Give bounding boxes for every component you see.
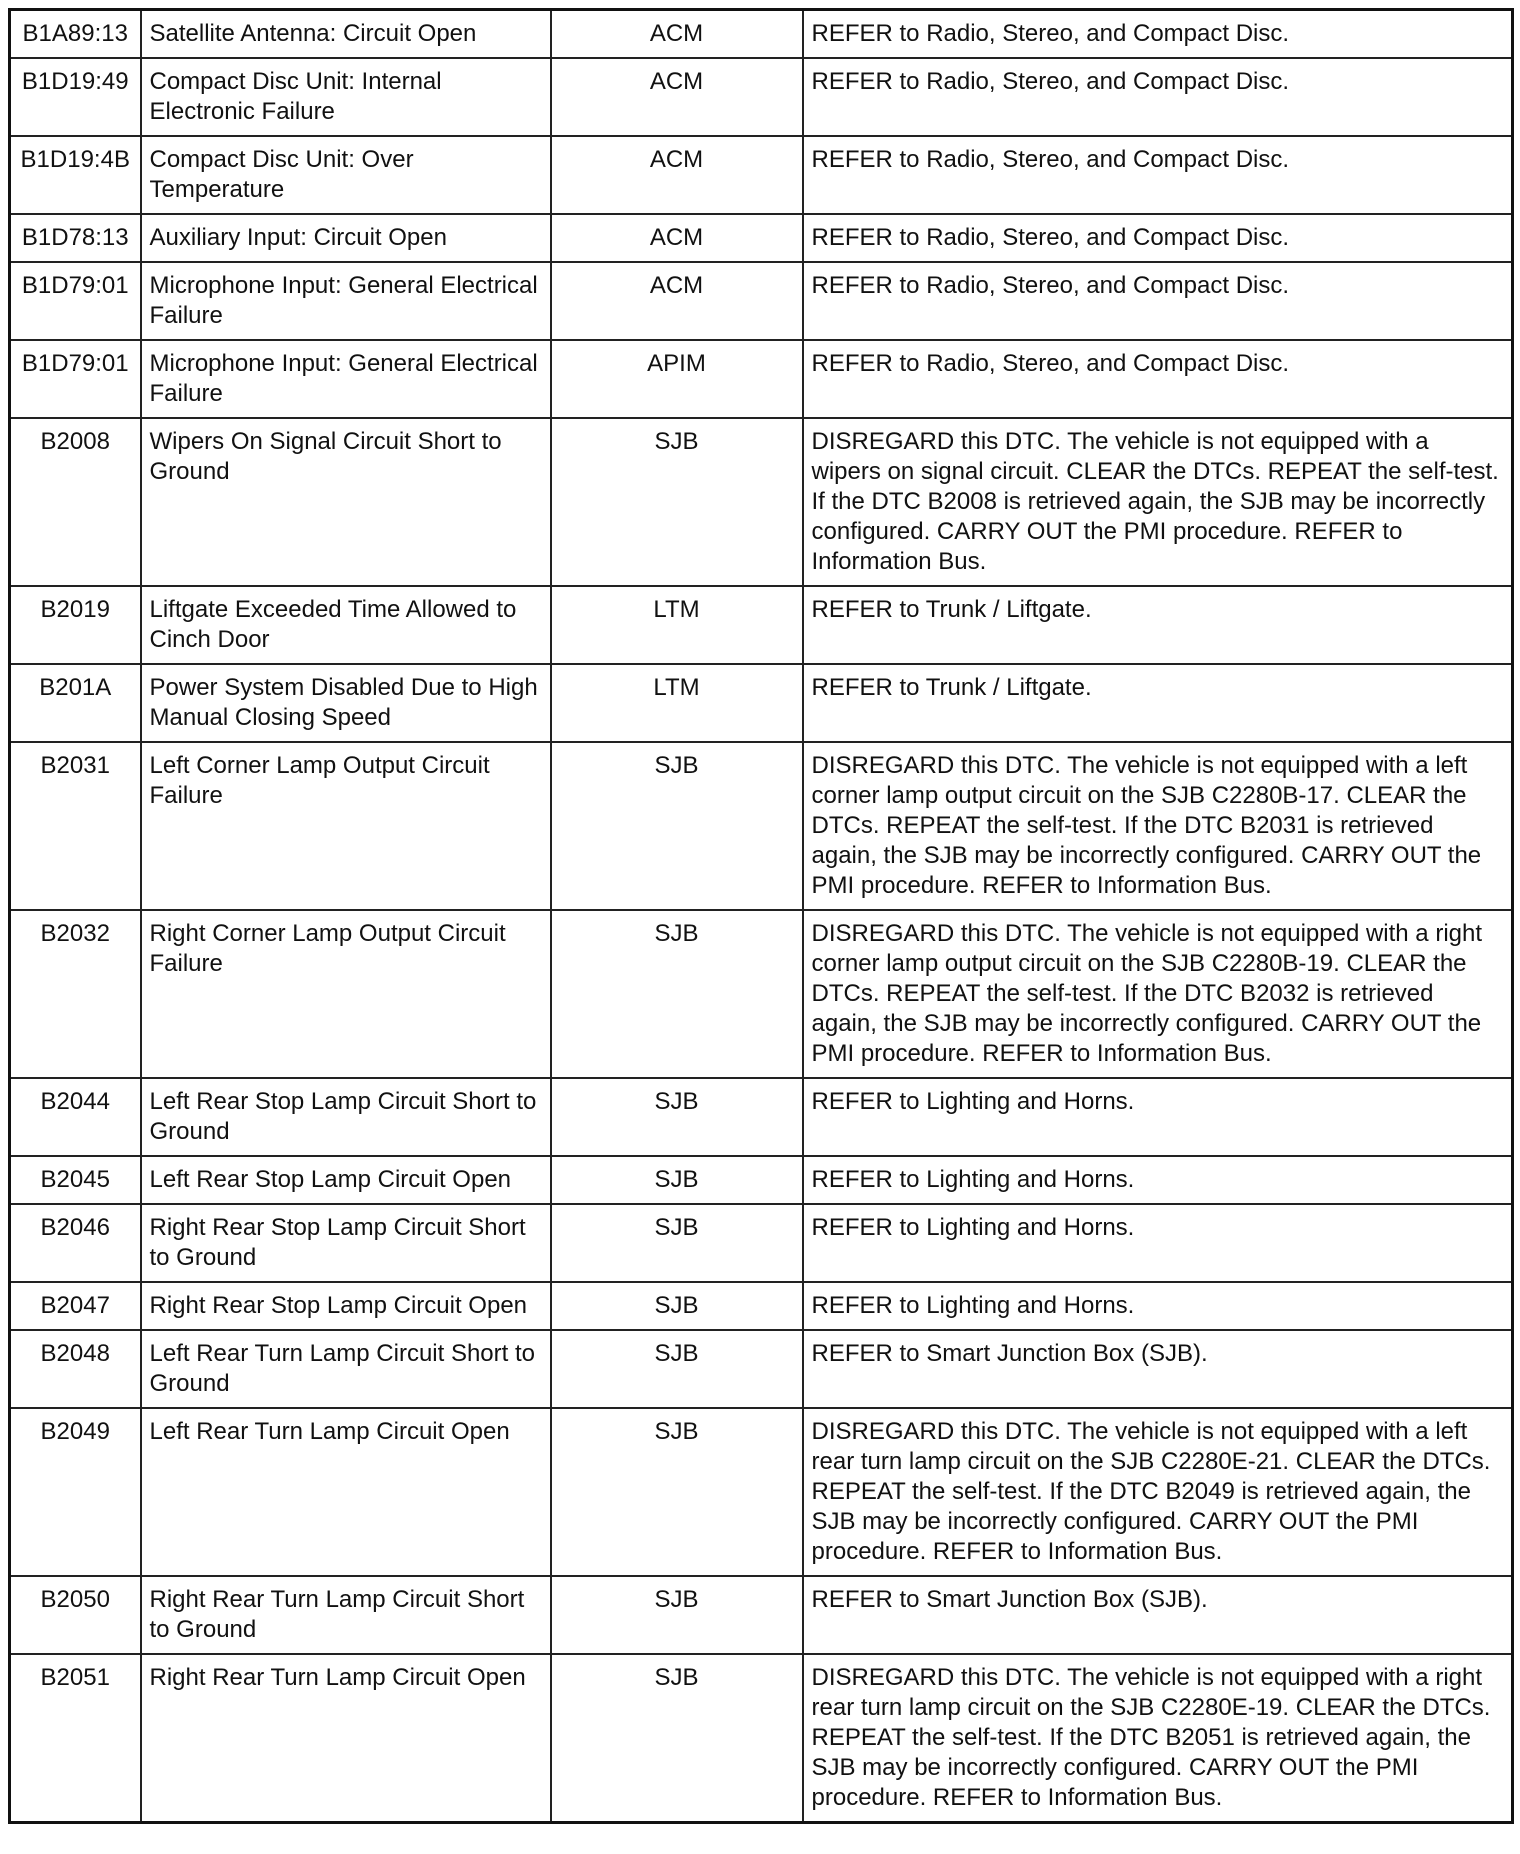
- module-name: ACM: [551, 136, 803, 214]
- table-row: [10, 1204, 1513, 1282]
- action-text: REFER to Radio, Stereo, and Compact Disc.: [803, 58, 1513, 136]
- action-text: REFER to Radio, Stereo, and Compact Disc.: [803, 262, 1513, 340]
- table-row: [10, 586, 1513, 664]
- module-name: ACM: [551, 10, 803, 59]
- dtc-description: Microphone Input: General Electrical Failure: [141, 340, 551, 418]
- module-name: SJB: [551, 1204, 803, 1282]
- module-name: SJB: [551, 1330, 803, 1408]
- table-row: [10, 910, 1513, 1078]
- dtc-code: B1A89:13: [10, 10, 141, 59]
- module-name: SJB: [551, 1156, 803, 1204]
- table-row: [10, 1282, 1513, 1330]
- dtc-code: B2045: [10, 1156, 141, 1204]
- table-row: [10, 418, 1513, 586]
- table-row: [10, 340, 1513, 418]
- table-row: [10, 10, 1513, 59]
- dtc-code: B2046: [10, 1204, 141, 1282]
- dtc-code: B2048: [10, 1330, 141, 1408]
- dtc-code: B2031: [10, 742, 141, 910]
- module-name: SJB: [551, 418, 803, 586]
- dtc-code: B2032: [10, 910, 141, 1078]
- module-name: LTM: [551, 664, 803, 742]
- dtc-description: Left Rear Stop Lamp Circuit Short to Ground: [141, 1078, 551, 1156]
- action-text: REFER to Radio, Stereo, and Compact Disc.: [803, 340, 1513, 418]
- dtc-description: Liftgate Exceeded Time Allowed to Cinch Door: [141, 586, 551, 664]
- dtc-code: B201A: [10, 664, 141, 742]
- action-text: REFER to Radio, Stereo, and Compact Disc.: [803, 10, 1513, 59]
- action-text: REFER to Trunk / Liftgate.: [803, 586, 1513, 664]
- table-row: [10, 664, 1513, 742]
- table-row: [10, 1654, 1513, 1823]
- dtc-code: B2051: [10, 1654, 141, 1823]
- dtc-description: Right Rear Stop Lamp Circuit Short to Ground: [141, 1204, 551, 1282]
- dtc-code: B1D78:13: [10, 214, 141, 262]
- dtc-code: B1D79:01: [10, 340, 141, 418]
- dtc-code: B2047: [10, 1282, 141, 1330]
- dtc-code: B1D19:49: [10, 58, 141, 136]
- action-text: REFER to Trunk / Liftgate.: [803, 664, 1513, 742]
- action-text: REFER to Smart Junction Box (SJB).: [803, 1330, 1513, 1408]
- dtc-table: [8, 8, 1514, 1824]
- module-name: ACM: [551, 262, 803, 340]
- module-name: SJB: [551, 1408, 803, 1576]
- action-text: DISREGARD this DTC. The vehicle is not equipped with a left corner lamp output circuit on the SJB C2280B-17. CLEAR the DTCs. REPEAT the self-test. If the DTC B2031 is retrieved again, the SJB may be incorrectly configured. CARRY OUT the PMI procedure. REFER to Information Bus.: [803, 742, 1513, 910]
- dtc-code: B2008: [10, 418, 141, 586]
- dtc-description: Right Rear Turn Lamp Circuit Short to Ground: [141, 1576, 551, 1654]
- dtc-code: B2049: [10, 1408, 141, 1576]
- module-name: ACM: [551, 214, 803, 262]
- action-text: DISREGARD this DTC. The vehicle is not equipped with a wipers on signal circuit. CLEAR the DTCs. REPEAT the self-test. If the DTC B2008 is retrieved again, the SJB may be incorrectly configured. CARRY OUT the PMI procedure. REFER to Information Bus.: [803, 418, 1513, 586]
- module-name: SJB: [551, 1282, 803, 1330]
- dtc-description: Right Rear Stop Lamp Circuit Open: [141, 1282, 551, 1330]
- table-row: [10, 1330, 1513, 1408]
- action-text: DISREGARD this DTC. The vehicle is not equipped with a right rear turn lamp circuit on the SJB C2280E-19. CLEAR the DTCs. REPEAT the self-test. If the DTC B2051 is retrieved again, the SJB may be incorrectly configured. CARRY OUT the PMI procedure. REFER to Information Bus.: [803, 1654, 1513, 1823]
- table-row: [10, 136, 1513, 214]
- dtc-code: B2050: [10, 1576, 141, 1654]
- dtc-code: B1D79:01: [10, 262, 141, 340]
- table-row: [10, 262, 1513, 340]
- dtc-description: Microphone Input: General Electrical Failure: [141, 262, 551, 340]
- action-text: REFER to Radio, Stereo, and Compact Disc.: [803, 136, 1513, 214]
- module-name: APIM: [551, 340, 803, 418]
- module-name: SJB: [551, 1576, 803, 1654]
- dtc-code: B2044: [10, 1078, 141, 1156]
- action-text: REFER to Radio, Stereo, and Compact Disc.: [803, 214, 1513, 262]
- dtc-code: B1D19:4B: [10, 136, 141, 214]
- dtc-description: Satellite Antenna: Circuit Open: [141, 10, 551, 59]
- table-row: [10, 214, 1513, 262]
- action-text: REFER to Lighting and Horns.: [803, 1204, 1513, 1282]
- dtc-description: Auxiliary Input: Circuit Open: [141, 214, 551, 262]
- table-row: [10, 1156, 1513, 1204]
- module-name: SJB: [551, 910, 803, 1078]
- table-row: [10, 1576, 1513, 1654]
- table-row: [10, 742, 1513, 910]
- dtc-description: Left Rear Turn Lamp Circuit Open: [141, 1408, 551, 1576]
- table-row: [10, 1408, 1513, 1576]
- dtc-description: Compact Disc Unit: Internal Electronic Failure: [141, 58, 551, 136]
- module-name: LTM: [551, 586, 803, 664]
- dtc-table-page: [8, 8, 1511, 1824]
- module-name: ACM: [551, 58, 803, 136]
- dtc-description: Compact Disc Unit: Over Temperature: [141, 136, 551, 214]
- action-text: REFER to Lighting and Horns.: [803, 1078, 1513, 1156]
- action-text: DISREGARD this DTC. The vehicle is not equipped with a left rear turn lamp circuit on the SJB C2280E-21. CLEAR the DTCs. REPEAT the self-test. If the DTC B2049 is retrieved again, the SJB may be incorrectly configured. CARRY OUT the PMI procedure. REFER to Information Bus.: [803, 1408, 1513, 1576]
- module-name: SJB: [551, 1078, 803, 1156]
- action-text: REFER to Smart Junction Box (SJB).: [803, 1576, 1513, 1654]
- module-name: SJB: [551, 742, 803, 910]
- dtc-code: B2019: [10, 586, 141, 664]
- action-text: DISREGARD this DTC. The vehicle is not equipped with a right corner lamp output circuit on the SJB C2280B-19. CLEAR the DTCs. REPEAT the self-test. If the DTC B2032 is retrieved again, the SJB may be incorrectly configured. CARRY OUT the PMI procedure. REFER to Information Bus.: [803, 910, 1513, 1078]
- action-text: REFER to Lighting and Horns.: [803, 1282, 1513, 1330]
- dtc-description: Right Rear Turn Lamp Circuit Open: [141, 1654, 551, 1823]
- module-name: SJB: [551, 1654, 803, 1823]
- dtc-description: Power System Disabled Due to High Manual Closing Speed: [141, 664, 551, 742]
- table-row: [10, 1078, 1513, 1156]
- dtc-description: Left Rear Turn Lamp Circuit Short to Ground: [141, 1330, 551, 1408]
- dtc-description: Right Corner Lamp Output Circuit Failure: [141, 910, 551, 1078]
- action-text: REFER to Lighting and Horns.: [803, 1156, 1513, 1204]
- table-row: [10, 58, 1513, 136]
- dtc-description: Left Rear Stop Lamp Circuit Open: [141, 1156, 551, 1204]
- dtc-description: Wipers On Signal Circuit Short to Ground: [141, 418, 551, 586]
- dtc-description: Left Corner Lamp Output Circuit Failure: [141, 742, 551, 910]
